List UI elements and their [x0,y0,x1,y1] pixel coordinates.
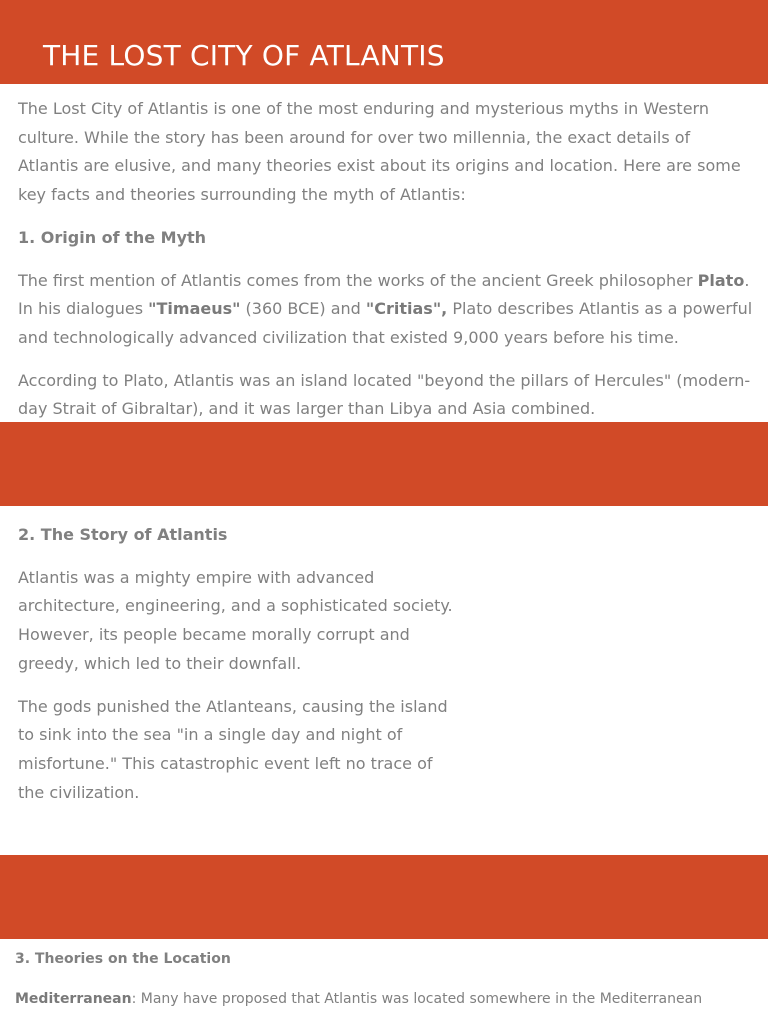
text-run: The first mention of Atlantis comes from the works of the ancient Greek philosopher [18,270,698,290]
bold-plato: Plato [697,270,745,290]
section-heading-story: 2. The Story of Atlantis [18,525,228,544]
bold-timaeus: "Timaeus" [148,299,241,319]
text-run: . In his dialogues [18,270,750,319]
bold-critias: "Critias", [365,299,448,319]
divider-banner-2 [0,855,768,939]
story-paragraph-2: The gods punished the Atlanteans, causing the island to sink into the sea "in a single day and night of misfortune." This catastrophic event left no trace of the civilization. [18,696,448,802]
divider-banner-1 [0,422,768,506]
section-heading-origin: 1. Origin of the Myth [18,227,207,247]
origin-paragraph-1 [18,267,754,353]
text-run: Plato describes Atlantis as a powerful and technologically advanced civilization that existed 9,000 years before his time. [18,299,753,347]
intro-paragraph: The Lost City of Atlantis is one of the most enduring and mysterious myths in Western culture. While the story has been around for over two millennia, the exact details of Atlantis are elusive, and many theories exist about its origins and location. Here are some key facts and theories surrounding the myth of Atlantis: [18,99,741,205]
text-run: (360 BCE) and [240,299,366,319]
section-heading-location: 3. Theories on the Location [15,951,231,967]
story-paragraph-1: Atlantis was a mighty empire with advanced architecture, engineering, and a sophisticated society. However, its people became morally corrupt and greedy, which led to their downfall. [18,567,453,673]
origin-paragraph-2: According to Plato, Atlantis was an island located "beyond the pillars of Hercules" (modern-day Strait of Gibraltar), and it was larger than Libya and Asia combined. [18,370,751,419]
text-run: : Many have proposed that Atlantis was located somewhere in the Mediterranean [131,991,703,1007]
page-title: THE LOST CITY OF ATLANTIS [43,39,445,72]
section-location [0,939,768,1010]
header-banner [0,0,768,84]
location-paragraph-1 [15,988,754,1010]
section-story [0,506,470,855]
section-origin [0,84,768,422]
bold-mediterranean: Mediterranean [15,991,132,1007]
